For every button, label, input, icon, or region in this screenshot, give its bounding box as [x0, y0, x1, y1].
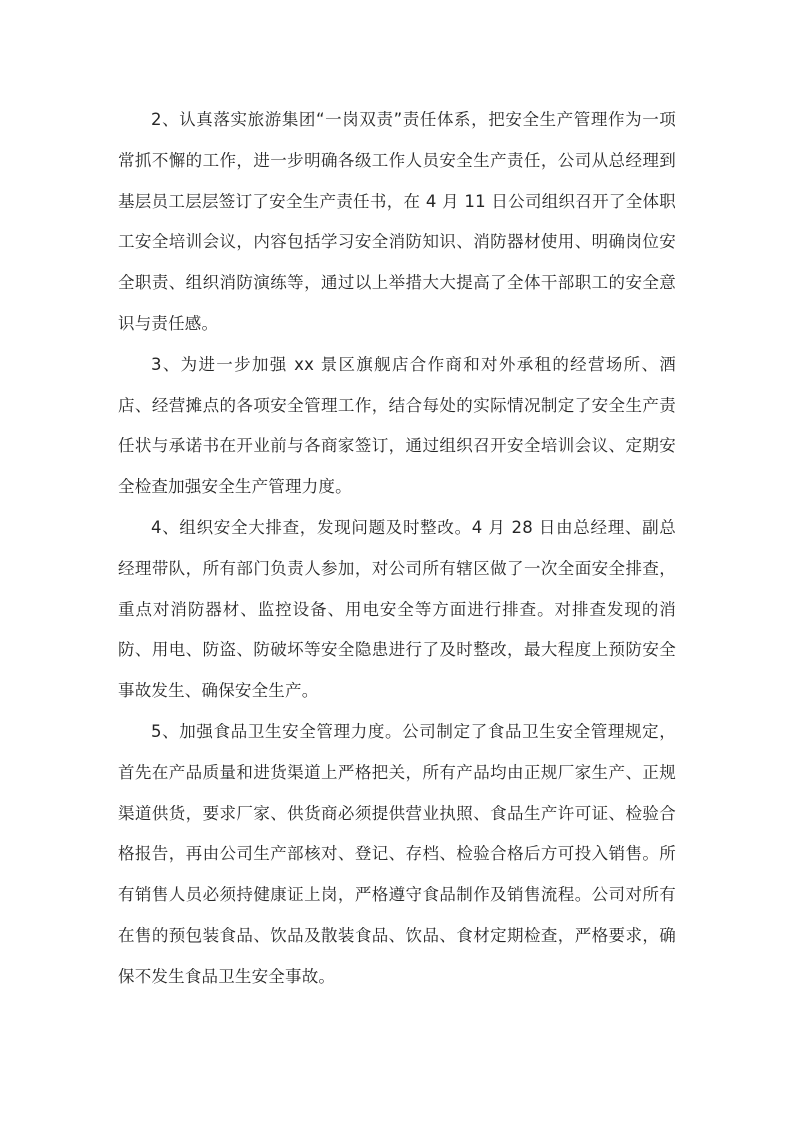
paragraph-safety-inspection: 4、组织安全大排查，发现问题及时整改。4 月 28 日由总经理、副总经理带队，所有部门负责人参加，对公司所有辖区做了一次全面安全排查，重点对消防器材、监控设备、用电安全等方面进行排查。对排查发现的消防、用电、防盗、防破坏等安全隐患进行了及时整改，最大程度上预防安全事故发生、确保安全生产。: [118, 517, 676, 701]
paragraph-food-safety: 5、加强食品卫生安全管理力度。公司制定了食品卫生安全管理规定，首先在产品质量和进货渠道上严格把关，所有产品均由正规厂家生产、正规渠道供货，要求厂家、供货商必须提供营业执照、食品生产许可证、检验合格报告，再由公司生产部核对、登记、存档、检验合格后方可投入销售。所有销售人员必须持健康证上岗，严格遵守食品制作及销售流程。公司对所有在售的预包装食品、饮品及散装食品、饮品、食材定期检查，严格要求，确保不发生食品卫生安全事故。: [118, 721, 676, 986]
document-body: [118, 100, 676, 998]
paragraph-merchant-safety: 3、为进一步加强 xx 景区旗舰店合作商和对外承租的经营场所、酒店、经营摊点的各项安全管理工作，结合每处的实际情况制定了安全生产责任状与承诺书在开业前与各商家签订，通过组织召开安全培训会议、定期安全检查加强安全生产管理力度。: [118, 354, 676, 497]
paragraph-responsibility-system: 2、认真落实旅游集团“一岗双责”责任体系，把安全生产管理作为一项常抓不懈的工作，进一步明确各级工作人员安全生产责任，公司从总经理到基层员工层层签订了安全生产责任书，在 4 月 11 日公司组织召开了全体职工安全培训会议，内容包括学习安全消防知识、消防器材使用、明确岗位安全职责、组织消防演练等，通过以上举措大大提高了全体干部职工的安全意识与责任感。: [118, 110, 676, 333]
